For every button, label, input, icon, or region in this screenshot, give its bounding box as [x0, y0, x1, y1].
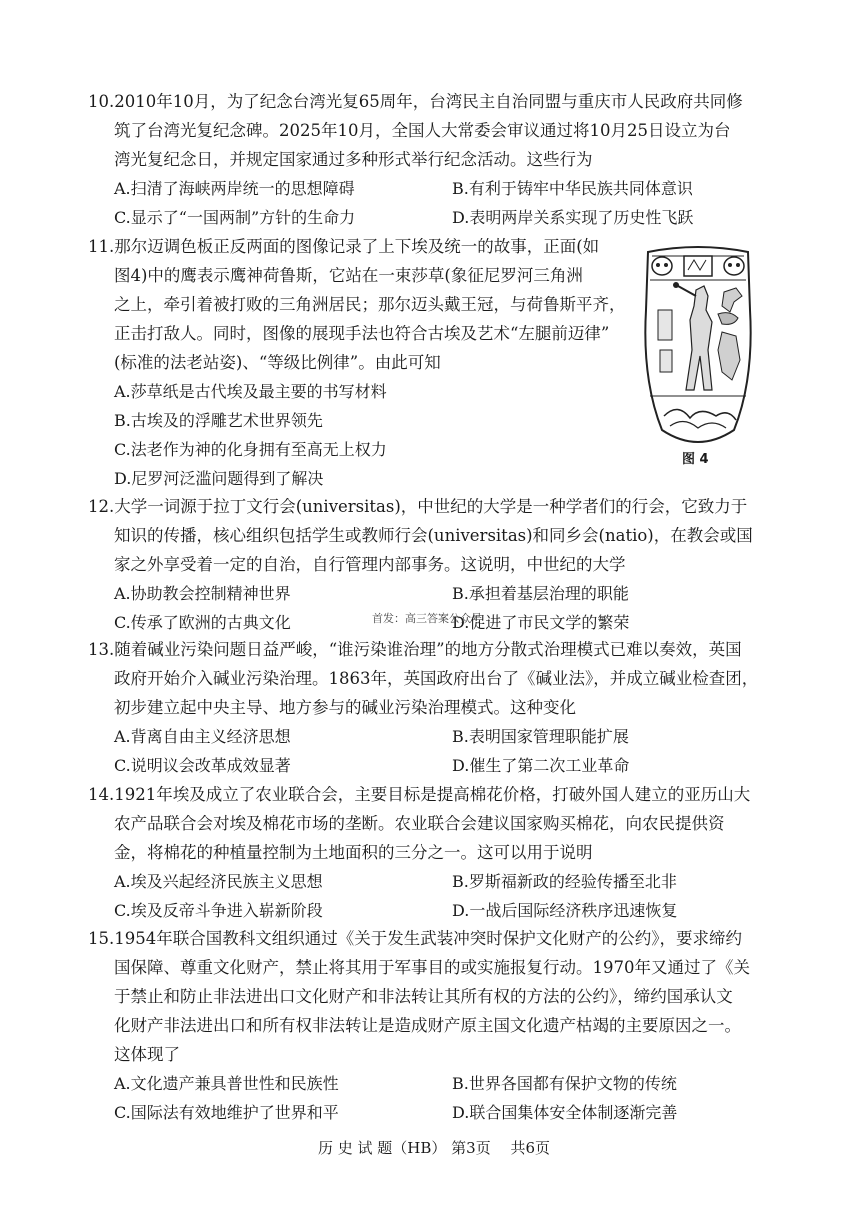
option-c[interactable]: C.传承了欧洲的古典文化 [114, 613, 291, 632]
question-stem-line: 这体现了 [114, 1045, 180, 1064]
question-stem-line: 金，将棉花的种植量控制为土地面积的三分之一。这可以用于说明 [114, 843, 593, 862]
watermark: 首发：高三答案公众号 [372, 612, 482, 625]
option-d[interactable]: D.促进了市民文学的繁荣 [452, 613, 630, 632]
option-c[interactable]: C.埃及反帝斗争进入崭新阶段 [114, 901, 323, 920]
question-stem-line: 化财产非法进出口和所有权非法转让是造成财产原主国文化遗产枯竭的主要原因之一。 [114, 1016, 741, 1035]
question-stem-line: 于禁止和防止非法进出口文化财产和非法转让其所有权的方法的公约》，缔约国承认文 [114, 987, 733, 1006]
option-a[interactable]: A.埃及兴起经济民族主义思想 [114, 872, 323, 891]
question-stem-line: 湾光复纪念日，并规定国家通过多种形式举行纪念活动。这些行为 [114, 150, 593, 169]
option-d[interactable]: D.催生了第二次工业革命 [452, 756, 630, 775]
question-stem-line: 政府开始介入碱业污染治理。1863年，英国政府出台了《碱业法》，并成立碱业检查团， [114, 669, 759, 688]
option-b[interactable]: B.表明国家管理职能扩展 [452, 727, 629, 746]
question-stem-line: 图4)中的鹰表示鹰神荷鲁斯，它站在一束莎草(象征尼罗河三角洲 [114, 266, 583, 285]
question-stem-line: (标准的法老站姿)、“等级比例律”。由此可知 [114, 353, 441, 372]
question-stem-line: 13.随着碱业污染问题日益严峻，“谁污染谁治理”的地方分散式治理模式已难以奏效，英国 [88, 640, 742, 659]
option-d[interactable]: D.一战后国际经济秩序迅速恢复 [452, 901, 678, 920]
question-stem-line: 筑了台湾光复纪念碑。2025年10月，全国人大常委会审议通过将10月25日设立为台 [114, 121, 731, 140]
option-d[interactable]: D.尼罗河泛滥问题得到了解决 [114, 469, 324, 488]
option-d[interactable]: D.联合国集体安全体制逐渐完善 [452, 1103, 678, 1122]
question-stem-line: 11.那尔迈调色板正反两面的图像记录了上下埃及统一的故事，正面(如 [88, 237, 600, 256]
option-b[interactable]: B.罗斯福新政的经验传播至北非 [452, 872, 677, 891]
option-b[interactable]: B.世界各国都有保护文物的传统 [452, 1074, 677, 1093]
option-c[interactable]: C.显示了“一国两制”方针的生命力 [114, 208, 356, 227]
narmer-palette-figure [638, 240, 758, 460]
option-a[interactable]: A.文化遗产兼具普世性和民族性 [114, 1074, 339, 1093]
figure-caption: 图 4 [682, 452, 709, 467]
option-c[interactable]: C.说明议会改革成效显著 [114, 756, 291, 775]
question-stem-line: 14.1921年埃及成立了农业联合会，主要目标是提高棉花价格，打破外国人建立的亚历山大 [88, 785, 751, 804]
question-stem-line: 10.2010年10月，为了纪念台湾光复65周年，台湾民主自治同盟与重庆市人民政府共同修 [88, 92, 743, 111]
option-b[interactable]: B.承担着基层治理的职能 [452, 584, 629, 603]
option-d[interactable]: D.表明两岸关系实现了历史性飞跃 [452, 208, 694, 227]
option-a[interactable]: A.协助教会控制精神世界 [114, 584, 291, 603]
question-stem-line: 15.1954年联合国教科文组织通过《关于发生武装冲突时保护文化财产的公约》，要求缔约 [88, 929, 742, 948]
question-stem-line: 农产品联合会对埃及棉花市场的垄断。农业联合会建议国家购买棉花，向农民提供资 [114, 814, 725, 833]
question-stem-line: 12.大学一词源于拉丁文行会(universitas)，中世纪的大学是一种学者们的行会，它致力于 [88, 497, 748, 516]
question-stem-line: 家之外享受着一定的自治，自行管理内部事务。这说明，中世纪的大学 [114, 555, 626, 574]
question-stem-line: 初步建立起中央主导、地方参与的碱业污染治理模式。这种变化 [114, 698, 576, 717]
page-footer: 历 史 试 题（HB） 第3页 共6页 [317, 1139, 551, 1157]
option-a[interactable]: A.扫清了海峡两岸统一的思想障碍 [114, 179, 355, 198]
option-c[interactable]: C.法老作为神的化身拥有至高无上权力 [114, 440, 387, 459]
question-stem-line: 知识的传播，核心组织包括学生或教师行会(universitas)和同乡会(natio)，在教会或国 [114, 526, 753, 545]
option-a[interactable]: A.背离自由主义经济思想 [114, 727, 291, 746]
question-stem-line: 正击打敌人。同时，图像的展现手法也符合古埃及艺术“左腿前迈律” [114, 324, 610, 343]
question-stem-line: 之上，牵引着被打败的三角洲居民；那尔迈头戴王冠，与荷鲁斯平齐， [114, 295, 626, 314]
option-b[interactable]: B.古埃及的浮雕艺术世界领先 [114, 411, 323, 430]
question-stem-line: 国保障、尊重文化财产，禁止将其用于军事目的或实施报复行动。1970年又通过了《关 [114, 958, 750, 977]
option-b[interactable]: B.有利于铸牢中华民族共同体意识 [452, 179, 693, 198]
option-c[interactable]: C.国际法有效地维护了世界和平 [114, 1103, 339, 1122]
option-a[interactable]: A.莎草纸是古代埃及最主要的书写材料 [114, 382, 387, 401]
